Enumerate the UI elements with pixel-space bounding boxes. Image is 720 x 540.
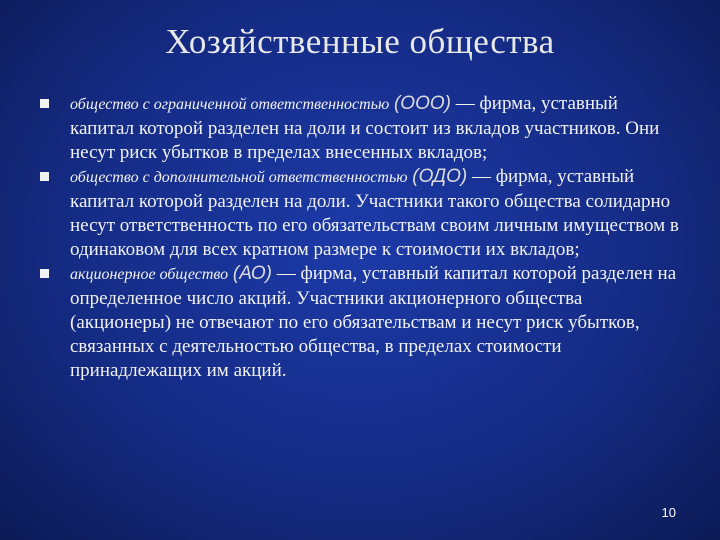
square-bullet-icon <box>40 269 49 278</box>
page-number: 10 <box>661 505 676 520</box>
definition-ao: — фирма, уставный капитал которой разделен на определенное число акций. Участники акционерного общества (акционеры) не отвечают по его обязательствам и несут риск убытков, связанных с деятельностью общества, в пределах стоимости принадлежащих им акций. <box>70 263 677 381</box>
definition-odo: — фирма, уставный капитал которой разделен на доли. Участники такого общества солидарно несут ответственность по его обязательствам своим личным имуществом в одинаковом для всех кратном размере к стоимости их вкладов; <box>70 166 679 260</box>
term-odo: общество с дополнительной ответственностью <box>70 169 408 186</box>
bullet-list <box>40 92 680 383</box>
square-bullet-icon <box>40 172 49 181</box>
slide-title: Хозяйственные общества <box>165 22 555 61</box>
list-item-ooo <box>40 92 680 165</box>
abbr-odo: (ОДО) <box>412 166 468 187</box>
definition-ooo: — фирма, уставный капитал которой разделен на доли и состоит из вкладов участников. Они несут риск убытков в пределах внесенных вкладов; <box>70 93 660 163</box>
square-bullet-icon <box>40 99 49 108</box>
abbr-ao: (АО) <box>232 263 272 284</box>
abbr-ooo: (ООО) <box>393 93 451 114</box>
term-ooo: общество с ограниченной ответственностью <box>70 96 390 113</box>
list-item-odo <box>40 165 680 262</box>
list-item-ao <box>40 262 680 383</box>
term-ao: акционерное общество <box>70 266 229 283</box>
